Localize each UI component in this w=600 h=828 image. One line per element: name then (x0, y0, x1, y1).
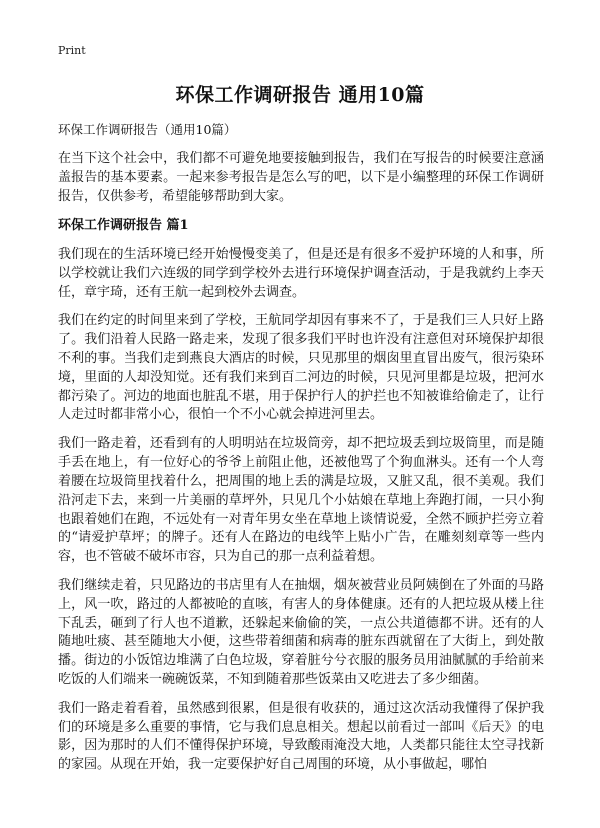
body-paragraph: 我们继续走着，只见路边的书店里有人在抽烟，烟灰被营业员阿姨倒在了外面的马路上，风一吹，路过的人都被呛的直咳，有害人的身体健康。还有的人把垃圾从楼上往下乱丢，砸到了行人也不道歉，还躲起来偷偷的笑，一点公共道德都不讲。还有的人随地吐痰、甚至随地大小便，这些带着细菌和病毒的脏东西就留在了大街上，到处散播。街边的小饭馆边堆满了白色垃圾，穿着脏兮兮衣服的服务员用油腻腻的手给前来吃饭的人们端来一碗碗饭菜，不知到随着那些饭菜由又吃进去了多少细菌。 (58, 577, 544, 688)
intro-paragraph: 在当下这个社会中，我们都不可避免地要接触到报告，我们在写报告的时候要注意涵盖报告的基本要素。一起来参考报告是怎么写的吧，以下是小编整理的环保工作调研报告，仅供参考，希望能够帮助到大家。 (58, 151, 544, 204)
print-label[interactable]: Print (58, 44, 86, 57)
body-paragraph: 我们在约定的时间里来到了学校，王航同学却因有事来不了，于是我们三人只好上路了。我们沿着人民路一路走来，发现了很多我们平时也许没有注意但对环境保护却很不利的事。当我们走到燕良大酒店的时候，只见那里的烟囱里直冒出废气，很污染环境，里面的人却没知觉。还有我们来到百二河边的时候，只见河里都是垃圾，把河水都污染了。河边的地面也脏乱不堪，用于保护行人的护拦也不知被谁给偷走了，让行人走过时都非常小心，很怕一个不小心就会掉进河里去。 (58, 312, 544, 423)
body-paragraph: 我们现在的生活环境已经开始慢慢变美了，但是还是有很多不爱护环境的人和事，所以学校就让我们六连级的同学到学校外去进行环境保护调查活动，于是我就约上李天任，章宇琦，还有王航一起到校外去调查。 (58, 246, 544, 300)
section-heading: 环保工作调研报告 篇1 (58, 217, 189, 233)
page-title: 环保工作调研报告 通用10篇 (175, 84, 425, 106)
body-paragraph: 我们一路走着看着，虽然感到很累，但是很有收获的，通过这次活动我懂得了保护我们的环境是多么重要的事情，它与我们息息相关。想起以前看过一部叫《后天》的电影，因为那时的人们不懂得保护环境，导致酸雨淹没大地，人类都只能往太空寻找新的家园。从现在开始，我一定要保护好自己周围的环境，从小事做起，哪怕 (58, 700, 544, 773)
body-paragraph: 我们一路走着，还看到有的人明明站在垃圾筒旁，却不把垃圾丢到垃圾筒里，而是随手丢在地上，有一位好心的爷爷上前阻止他，还被他骂了个狗血淋头。还有一个人弯着腰在垃圾筒里找着什么，把周围的地上丢的满是垃圾，又脏又乱，很不美观。我们沿河走下去，来到一片美丽的草坪外，只见几个小姑娘在草地上奔跑打闹，一只小狗也跟着她们在跑，不远处有一对青年男女坐在草地上谈情说爱，全然不顾护拦旁立着的“请爱护草坪；的牌子。还有人在路边的电线竿上贴小广告，在雕刻刻章等一些内容，也不管破不破坏市容，只为自己的那一点利益着想。 (58, 435, 544, 565)
document-subtitle: 环保工作调研报告（通用10篇） (58, 122, 237, 137)
document-body (58, 120, 544, 785)
